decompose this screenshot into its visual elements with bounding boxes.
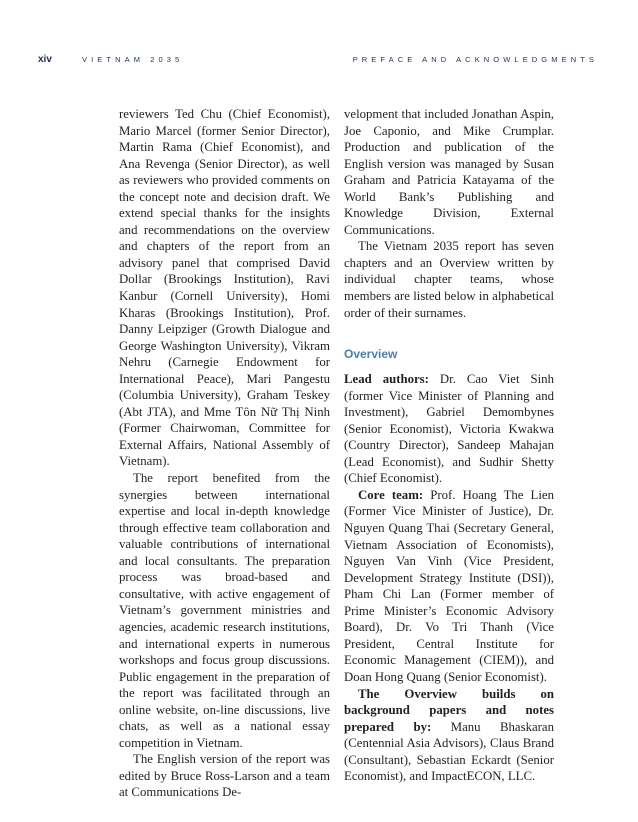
lead-authors-text: Dr. Cao Viet Sinh (former Vice Minister of Planning and Investment), Gabriel Demombynes (Senior Economist), Victoria Kwakwa (Country Director), Sandeep Mahajan (Lead Economist), and Sudhir Shetty (Chief Economist). — [344, 372, 554, 486]
core-team-text: Prof. Hoang The Lien (Former Vice Minister of Justice), Dr. Nguyen Quang Thai (Secretary General, Vietnam Association of Economists), Nguyen Van Vinh (Vice President, Development Strategy Institute (DSI)), Pham Chi Lan (Former member of Prime Minister’s Economic Advisory Board), Dr. Vo Tri Thanh (Vice President, Central Institute for Economic Management (CIEM)), and Doan Hong Quang (Senior Economist). — [344, 487, 555, 684]
paragraph-chapters: The Vietnam 2035 report has seven chapters and an Overview written by individual chapter teams, whose members are listed below in alphabetical order of their surnames. — [344, 239, 554, 320]
lead-authors-paragraph — [344, 371, 554, 487]
left-column — [119, 106, 330, 801]
background-papers-label: The Overview builds on background papers and notes prepared by: — [344, 686, 554, 734]
lead-authors-label: Lead authors: — [344, 372, 429, 387]
background-papers-paragraph — [344, 686, 554, 785]
overview-heading: Overview — [344, 347, 398, 362]
paragraph-synergies: The report benefited from the synergies between international expertise and local in-depth knowledge through effective team collaboration and valuable contributions of international and local consultants. The preparation process was broad-based and consultative, with active engagement of Vietnam’s government ministries and agencies, academic research institutions, and international experts in numerous workshops and focus group discussions. Public engagement in the preparation of the report was facilitated through an online website, on-line discussions, live chats, as well as a national essay competition in Vietnam. — [119, 471, 330, 750]
right-column — [344, 106, 554, 785]
paragraph-production: velopment that included Jonathan Aspin, Joe Caponio, and Mike Crumplar. Production and publication of the English version was managed by Susan Graham and Patricia Katayama of the World Bank’s Publishing and Knowledge Division, External Communications. — [344, 107, 554, 237]
paragraph-english-version: The English version of the report was edited by Bruce Ross-Larson and a team at Communications De- — [119, 752, 330, 800]
paragraph-reviewers: reviewers Ted Chu (Chief Economist), Mario Marcel (former Senior Director), Martin Rama (Chief Economist), and Ana Revenga (Senior Director), as well as reviewers who provided comments on the concept note and decision draft. We extend special thanks for the insights and recommendations on the overview and chapters of the report from an advisory panel that comprised David Dollar (Brookings Institution), Ravi Kanbur (Cornell University), Homi Kharas (Brookings Institution), Prof. Danny Leipziger (Growth Dialogue and George Washington University), Vikram Nehru (Carnegie Endowment for International Peace), Mari Pangestu (Columbia University), Graham Teskey (Abt JTA), and Mme Tôn Nữ Thị Ninh (Former Chairwoman, Committee for External Affairs, National Assembly of Vietnam). — [119, 107, 330, 469]
book-title: VIETNAM 2035 — [82, 55, 184, 64]
core-team-label: Core team: — [358, 487, 424, 502]
page-number: xiv — [38, 54, 52, 65]
background-papers-text: Manu Bhaskaran (Centennial Asia Advisors), Claus Brand (Consultant), Sebastian Eckardt (Senior Economist), and ImpactECON, LLC. — [344, 719, 554, 784]
section-title: PREFACE AND ACKNOWLEDGMENTS — [352, 55, 598, 64]
running-header — [38, 54, 598, 70]
core-team-paragraph — [344, 487, 554, 686]
